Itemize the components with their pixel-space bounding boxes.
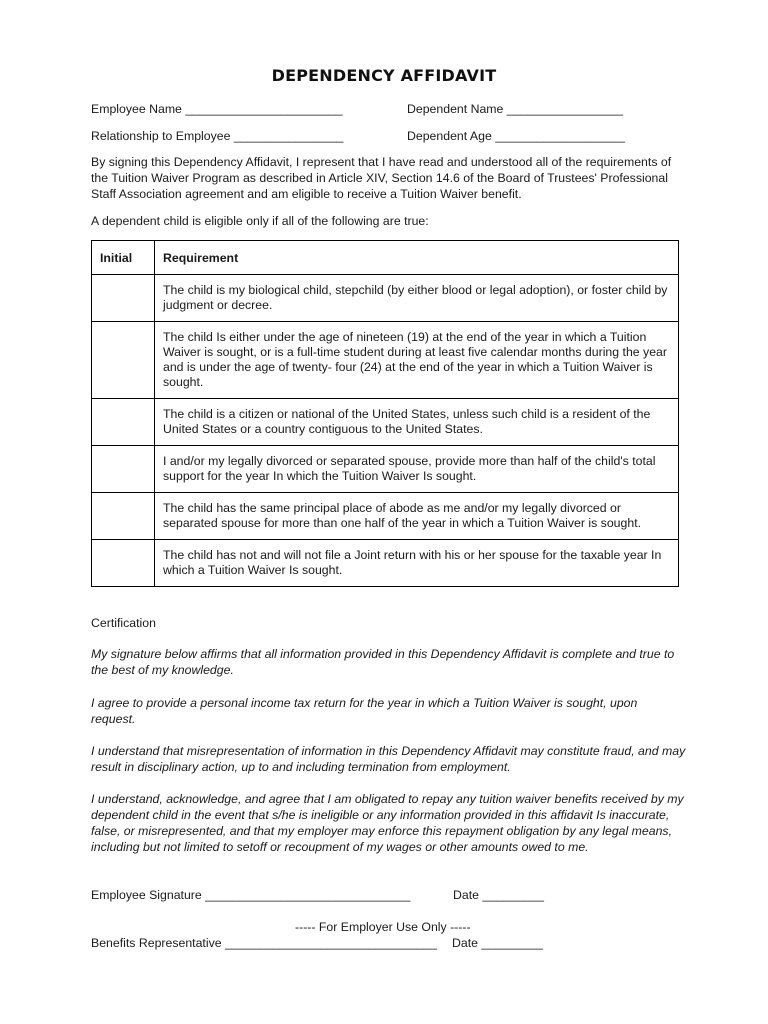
initial-column-header: Initial	[92, 241, 155, 275]
requirement-text: The child has the same principal place of abode as me and/or my legally divorced or separated spouse for more than one half of the year in which a Tuition Waiver is sought.	[155, 493, 679, 540]
certification-statement: I understand, acknowledge, and agree that I am obligated to repay any tuition waiver benefits received by my dependent child in the event that s/he is ineligible or any information provided in this affidavit Is inaccurate, false, or misrepresented, and that my employer may enforce this repayment obligation by any legal means, including but not limited to setoff or recoupment of my wages or other amounts owed to me.	[91, 792, 684, 854]
intro-paragraph: By signing this Dependency Affidavit, I represent that I have read and understood all of the requirements of the Tuition Waiver Program as described in Article XIV, Section 14.6 of the Board of Trustees' Professional Staff Association agreement and am eligible to receive a Tuition Waiver benefit.	[91, 155, 672, 201]
employee-name-field[interactable]: Employee Name _______________________	[91, 102, 343, 116]
table-row	[92, 446, 679, 493]
page-title: DEPENDENCY AFFIDAVIT	[271, 66, 497, 85]
initial-input-cell[interactable]	[92, 493, 155, 540]
employer-use-label: ----- For Employer Use Only -----	[295, 920, 471, 934]
benefits-representative-field[interactable]: Benefits Representative _______________________________	[91, 936, 437, 950]
requirement-text: The child Is either under the age of nineteen (19) at the end of the year in which a Tuition Waiver is sought, or is a full-time student during at least five calendar months during the year and is under the age of twenty- four (24) at the end of the year in which a Tuition Waiver is sought.	[155, 322, 679, 399]
table-header-row	[92, 241, 679, 275]
table-row	[92, 322, 679, 399]
dependent-name-field[interactable]: Dependent Name _________________	[407, 102, 624, 116]
relationship-field[interactable]: Relationship to Employee ________________	[91, 129, 344, 143]
requirement-text: The child is a citizen or national of the United States, unless such child is a resident of the United States or a country contiguous to the United States.	[155, 399, 679, 446]
table-row	[92, 493, 679, 540]
requirement-text: The child is my biological child, stepchild (by either blood or legal adoption), or foster child by judgment or decree.	[155, 275, 679, 322]
requirement-text: The child has not and will not file a Joint return with his or her spouse for the taxable year In which a Tuition Waiver Is sought.	[155, 540, 679, 587]
table-row	[92, 540, 679, 587]
initial-input-cell[interactable]	[92, 322, 155, 399]
certification-statement: I understand that misrepresentation of information in this Dependency Affidavit may constitute fraud, and may result in disciplinary action, up to and including termination from employment.	[91, 744, 686, 774]
table-row	[92, 275, 679, 322]
certification-statement: My signature below affirms that all information provided in this Dependency Affidavit is complete and true to the best of my knowledge.	[91, 647, 675, 677]
certification-heading: Certification	[91, 616, 156, 630]
requirement-column-header: Requirement	[155, 241, 679, 275]
initial-input-cell[interactable]	[92, 446, 155, 493]
representative-date-field[interactable]: Date _________	[452, 936, 543, 950]
requirements-table	[91, 240, 679, 587]
eligibility-intro: A dependent child is eligible only if all of the following are true:	[91, 214, 429, 228]
initial-input-cell[interactable]	[92, 540, 155, 587]
employee-signature-field[interactable]: Employee Signature ______________________________	[91, 888, 411, 902]
certification-statement: I agree to provide a personal income tax return for the year in which a Tuition Waiver is sought, upon request.	[91, 696, 638, 726]
table-row	[92, 399, 679, 446]
initial-input-cell[interactable]	[92, 399, 155, 446]
requirement-text: I and/or my legally divorced or separated spouse, provide more than half of the child's total support for the year In which the Tuition Waiver Is sought.	[155, 446, 679, 493]
dependent-age-field[interactable]: Dependent Age ___________________	[407, 129, 626, 143]
initial-input-cell[interactable]	[92, 275, 155, 322]
signature-date-field[interactable]: Date _________	[453, 888, 544, 902]
